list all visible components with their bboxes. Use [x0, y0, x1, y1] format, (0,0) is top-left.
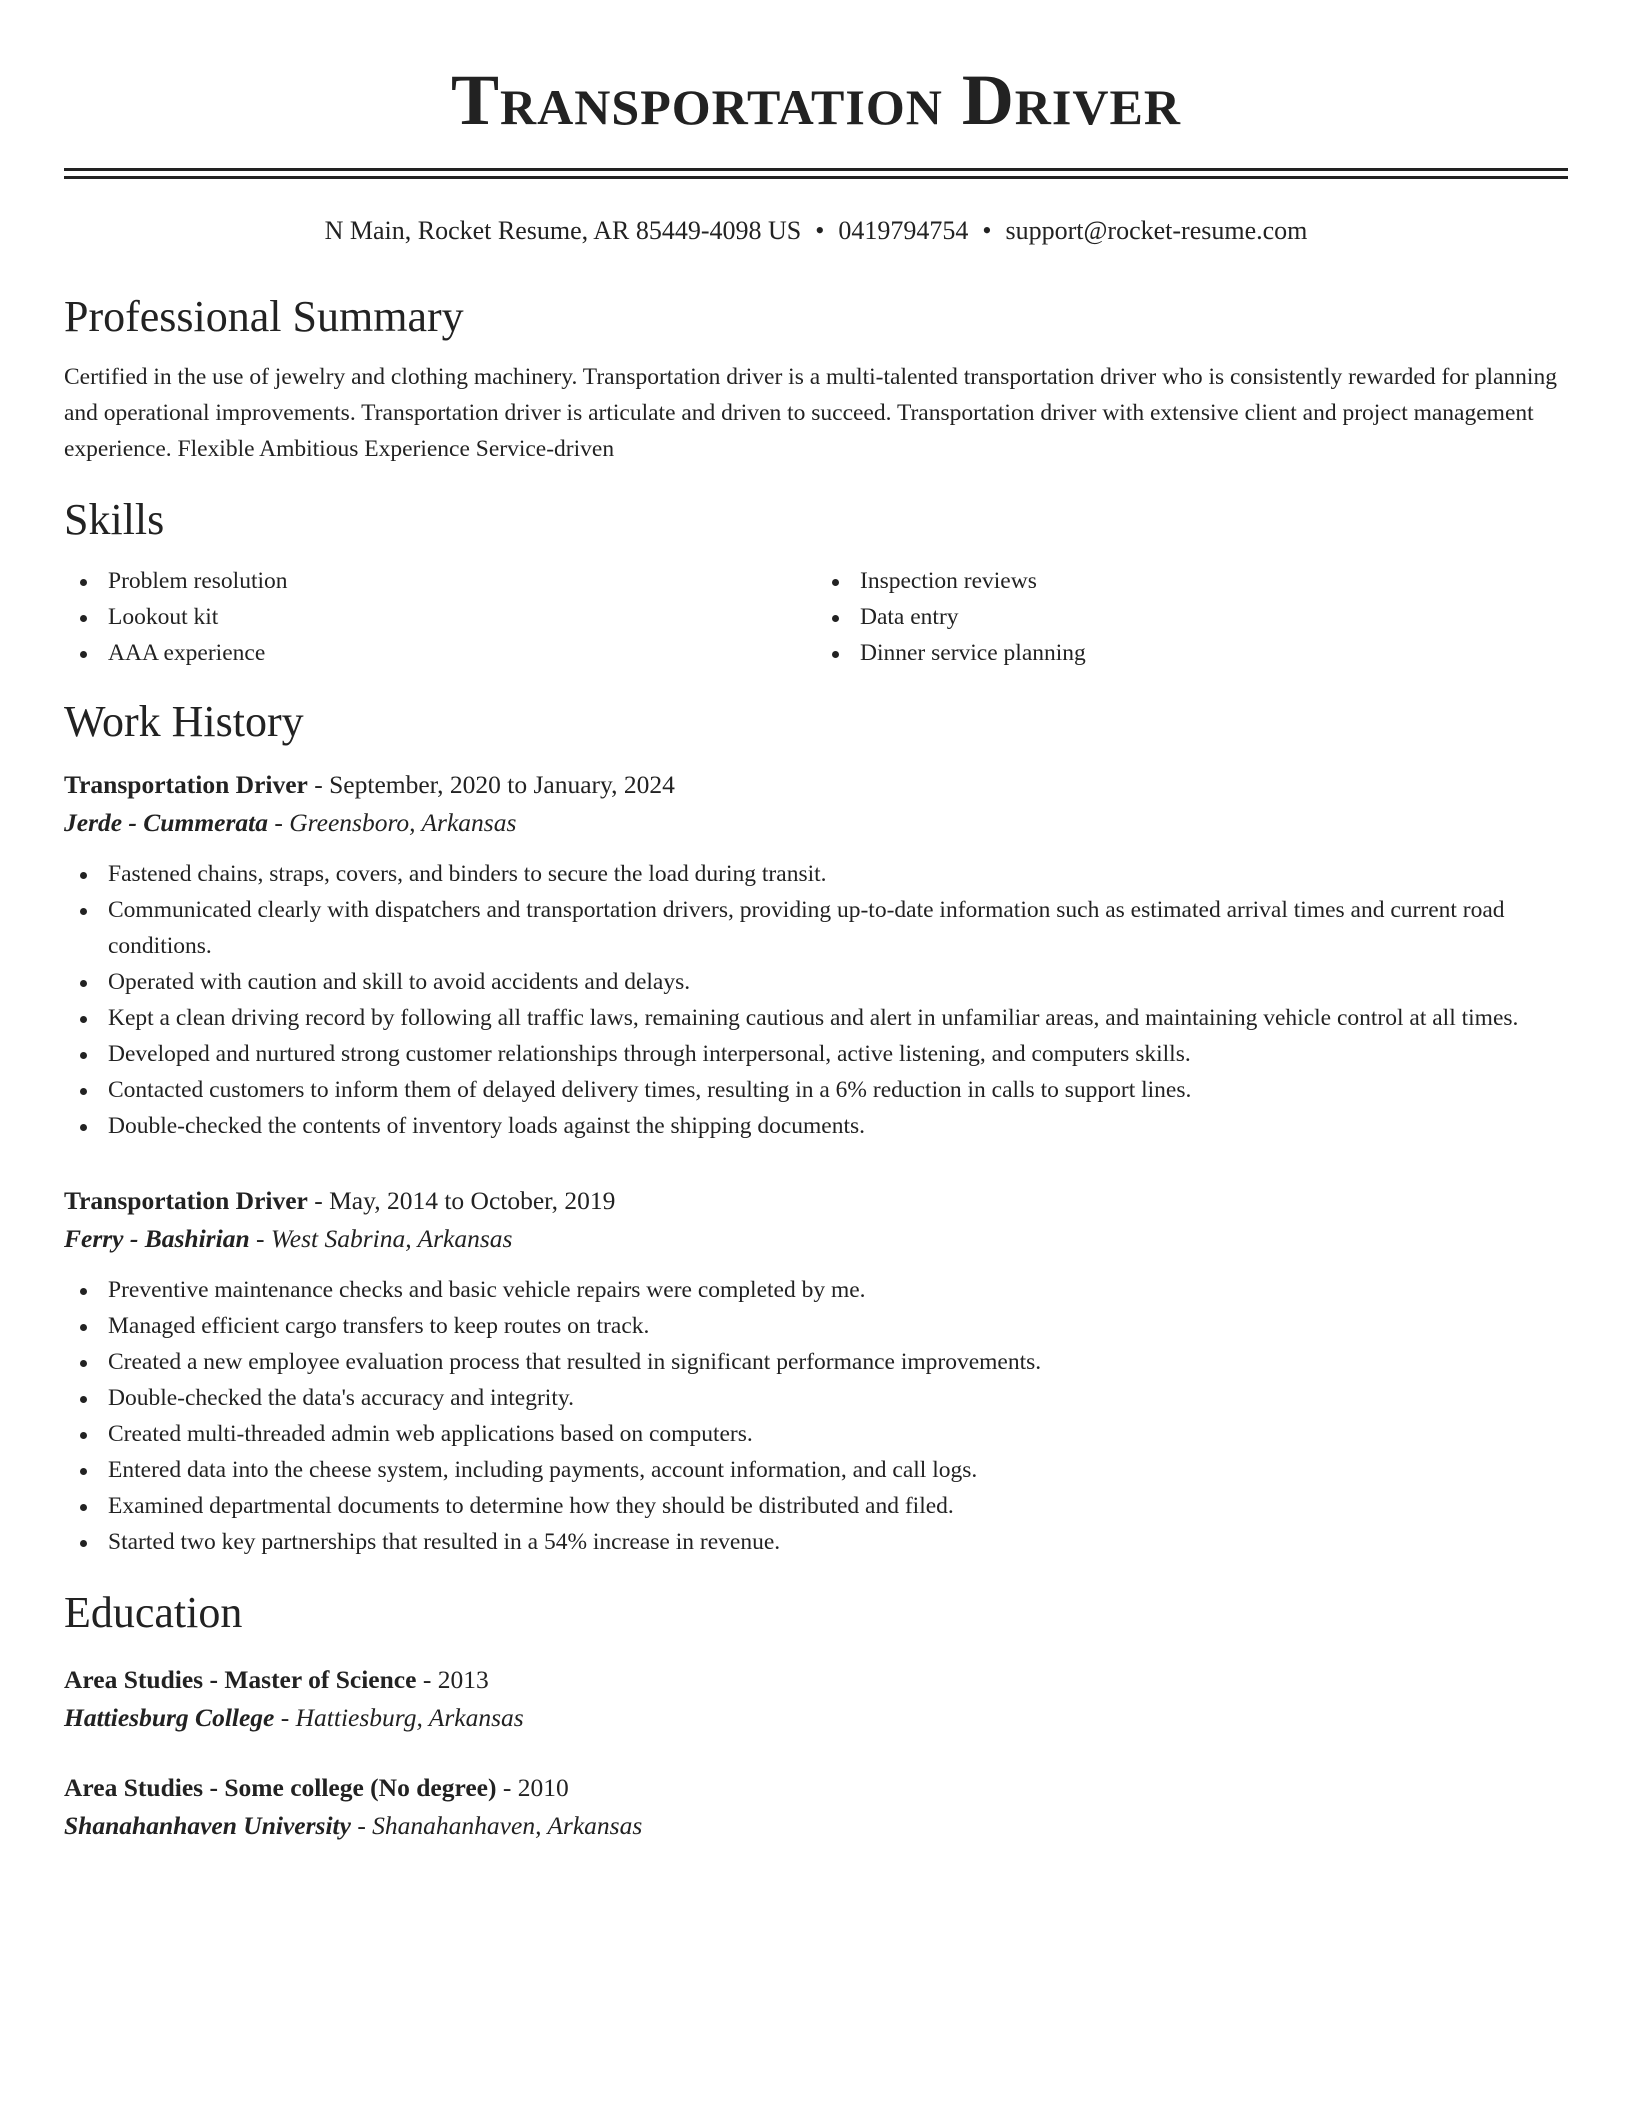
skill-item: Lookout kit [64, 599, 816, 635]
skills-column-right [816, 563, 1568, 671]
job-company: Jerde - Cummerata [64, 807, 268, 837]
job-bullet: Communicated clearly with dispatchers and transportation drivers, providing up-to-date information such as estimated arrival times and current road conditions. [64, 892, 1568, 964]
contact-line [64, 215, 1568, 246]
job-title-line [64, 1182, 1568, 1220]
job-bullet: Kept a clean driving record by following all traffic laws, remaining cautious and alert in unfamiliar areas, and maintaining vehicle control at all times. [64, 1000, 1568, 1036]
skill-item: Inspection reviews [816, 563, 1568, 599]
summary-heading: Professional Summary [64, 292, 464, 342]
job-company-line [64, 1220, 1568, 1258]
education-entry [64, 1769, 1568, 1845]
job-bullet: Entered data into the cheese system, including payments, account information, and call logs. [64, 1452, 1568, 1488]
job-company-line [64, 804, 1568, 842]
education-entry [64, 1661, 1568, 1737]
skills-grid [64, 563, 1568, 671]
job-bullet: Managed efficient cargo transfers to keep routes on track. [64, 1308, 1568, 1344]
job-title: Transportation Driver [64, 1185, 308, 1215]
summary-text: Certified in the use of jewelry and clothing machinery. Transportation driver is a multi-talented transportation driver who is consistently rewarded for planning and operational improvements. Transportation driver is articulate and driven to succeed. Transportation driver with extensive client and project management experience. Flexible Ambitious Experience Service-driven [64, 363, 1557, 462]
skill-item: Problem resolution [64, 563, 816, 599]
education-heading: Education [64, 1587, 243, 1637]
job-bullet: Examined departmental documents to determine how they should be distributed and filed. [64, 1488, 1568, 1524]
degree-year: - 2013 [416, 1664, 489, 1694]
contact-separator: • [815, 216, 825, 245]
job-location: - West Sabrina, Arkansas [249, 1223, 513, 1253]
degree-year: - 2010 [496, 1772, 569, 1802]
job-dates: - September, 2020 to January, 2024 [307, 769, 675, 799]
job-bullet: Preventive maintenance checks and basic vehicle repairs were completed by me. [64, 1272, 1568, 1308]
contact-phone: 0419794754 [838, 216, 969, 245]
resume-name: Transportation Driver [451, 60, 1181, 140]
job-bullet: Created a new employee evaluation process that resulted in significant performance improvements. [64, 1344, 1568, 1380]
job-company: Ferry - Bashirian [64, 1223, 250, 1253]
school-line [64, 1807, 1568, 1845]
school-location: - Shanahanhaven, Arkansas [350, 1810, 643, 1840]
job-bullet: Started two key partnerships that resulted in a 54% increase in revenue. [64, 1524, 1568, 1560]
skills-heading: Skills [64, 494, 165, 544]
job-entry [64, 766, 1568, 1144]
job-bullet: Double-checked the contents of inventory loads against the shipping documents. [64, 1108, 1568, 1144]
contact-separator: • [982, 216, 992, 245]
contact-address: N Main, Rocket Resume, AR 85449-4098 US [324, 216, 802, 245]
job-bullet: Fastened chains, straps, covers, and binders to secure the load during transit. [64, 856, 1568, 892]
header-double-rule [64, 168, 1568, 179]
degree-line [64, 1661, 1568, 1699]
job-entry [64, 1182, 1568, 1560]
school-line [64, 1699, 1568, 1737]
skill-item: Data entry [816, 599, 1568, 635]
job-bullets [64, 856, 1568, 1144]
job-title: Transportation Driver [64, 769, 308, 799]
contact-email: support@rocket-resume.com [1005, 216, 1308, 245]
skill-item: AAA experience [64, 635, 816, 671]
school-location: - Hattiesburg, Arkansas [274, 1702, 524, 1732]
job-location: - Greensboro, Arkansas [268, 807, 517, 837]
job-bullet: Contacted customers to inform them of delayed delivery times, resulting in a 6% reduction in calls to support lines. [64, 1072, 1568, 1108]
job-title-line [64, 766, 1568, 804]
job-bullet: Created multi-threaded admin web applications based on computers. [64, 1416, 1568, 1452]
degree-name: Area Studies - Master of Science [64, 1664, 417, 1694]
school-name: Hattiesburg College [64, 1702, 275, 1732]
job-dates: - May, 2014 to October, 2019 [307, 1185, 616, 1215]
degree-line [64, 1769, 1568, 1807]
school-name: Shanahanhaven University [64, 1810, 351, 1840]
job-bullets [64, 1272, 1568, 1560]
job-bullet: Operated with caution and skill to avoid accidents and delays. [64, 964, 1568, 1000]
skills-column-left [64, 563, 816, 671]
work-history-heading: Work History [64, 697, 304, 747]
skill-item: Dinner service planning [816, 635, 1568, 671]
job-bullet: Developed and nurtured strong customer relationships through interpersonal, active listening, and computers skills. [64, 1036, 1568, 1072]
degree-name: Area Studies - Some college (No degree) [64, 1772, 497, 1802]
job-bullet: Double-checked the data's accuracy and integrity. [64, 1380, 1568, 1416]
